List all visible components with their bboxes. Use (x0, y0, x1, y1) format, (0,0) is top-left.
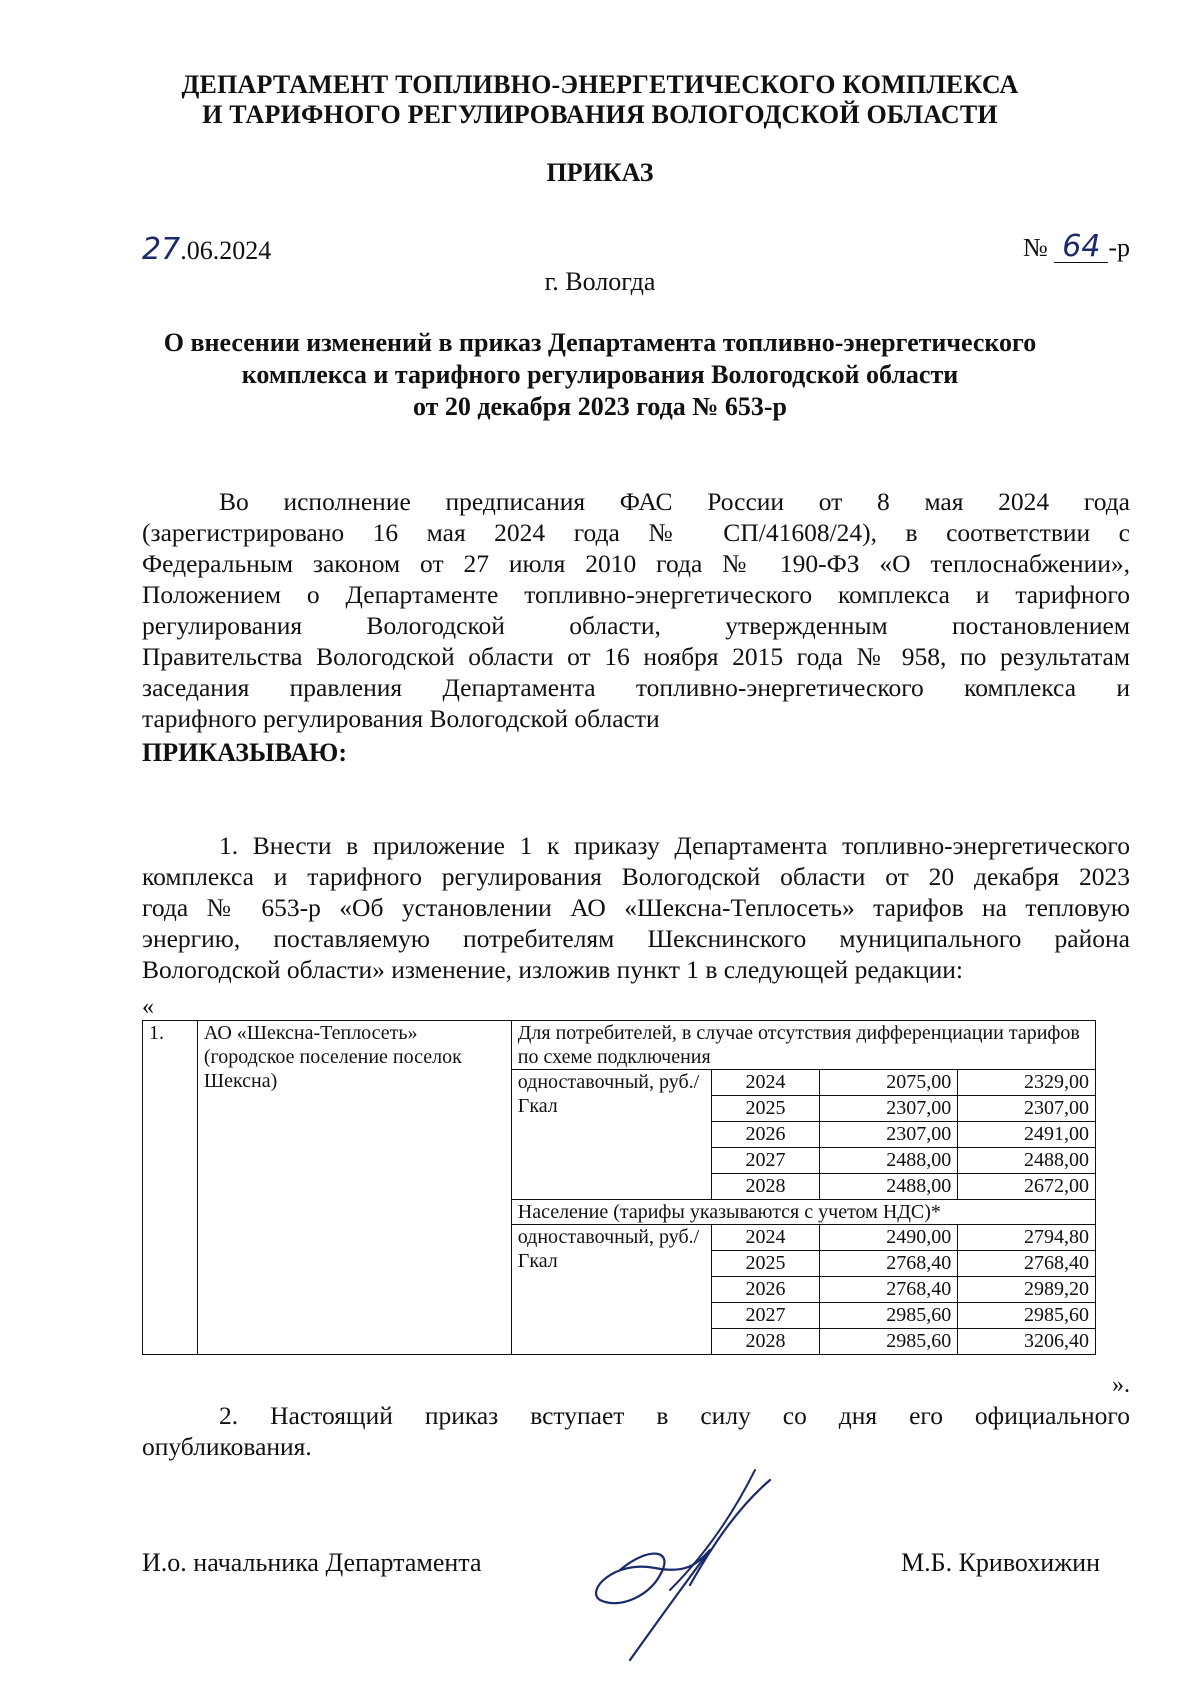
table-cell-value1: 2490,00 (820, 1225, 958, 1251)
table-cell-value1: 2768,40 (820, 1277, 958, 1303)
item1-line: Вологодской области» изменение, изложив пункт 1 в следующей редакции: (142, 955, 964, 984)
number-prefix: № (1023, 233, 1048, 262)
preamble-line: Правительства Вологодской области от 16 ноября 2015 года № 958, по результатам (142, 642, 1130, 671)
number-handwritten: 64 (1054, 232, 1108, 263)
number-suffix: -р (1108, 233, 1130, 262)
table-cell-value1: 2075,00 (820, 1070, 958, 1096)
preamble-line: (зарегистрировано 16 мая 2024 года № СП/41608/24), в соответствии с (142, 518, 1130, 547)
table-cell-year: 2026 (711, 1122, 820, 1148)
table-cell-value2: 2329,00 (958, 1070, 1096, 1096)
preamble-line: заседания правления Департамента топливно-энергетического комплекса и (142, 673, 1130, 702)
quote-close: ». (1112, 1372, 1130, 1398)
table-cell-value1: 2307,00 (820, 1096, 958, 1122)
table-cell-value2: 2672,00 (958, 1174, 1096, 1200)
table-section1-type: одноставочный, руб./Гкал (511, 1070, 711, 1200)
preamble-line: Положением о Департаменте топливно-энергетического комплекса и тарифного (142, 580, 1130, 609)
item1-line: 1. Внести в приложение 1 к приказу Департамента топливно-энергетического (219, 831, 1130, 860)
table-cell-value2: 2307,00 (958, 1096, 1096, 1122)
table-cell-year: 2026 (711, 1277, 820, 1303)
subject-line1: О внесении изменений в приказ Департамента топливно-энергетического (163, 328, 1037, 357)
tariff-table (142, 1020, 1096, 1355)
table-cell-value1: 2488,00 (820, 1148, 958, 1174)
table-cell-value1: 2985,60 (820, 1329, 958, 1355)
table-section1-title: Для потребителей, в случае отсутствия дифференциации тарифов по схеме подключения (511, 1021, 1095, 1070)
preamble-paragraph (142, 486, 1130, 734)
subject-line2: комплекса и тарифного регулирования Вологодской области (241, 360, 959, 389)
table-cell-value2: 2989,20 (958, 1277, 1096, 1303)
table-cell-year: 2025 (711, 1251, 820, 1277)
table-cell-year: 2027 (711, 1303, 820, 1329)
preamble-line: Во исполнение предписания ФАС России от 8 мая 2024 года (219, 487, 1130, 516)
table-cell-year: 2028 (711, 1329, 820, 1355)
signatory-position: И.о. начальника Департамента (142, 1548, 482, 1577)
signatory-name: М.Б. Кривохижин (901, 1548, 1100, 1577)
table-cell-value2: 2794,80 (958, 1225, 1096, 1251)
table-cell-value1: 2307,00 (820, 1122, 958, 1148)
preamble-line: регулирования Вологодской области, утвержденным постановлением (142, 611, 1130, 640)
department-name-line1: ДЕПАРТАМЕНТ ТОПЛИВНО-ЭНЕРГЕТИЧЕСКОГО КОМПЛЕКСА (181, 70, 1019, 99)
table-cell-year: 2024 (711, 1225, 820, 1251)
preamble-line: тарифного регулирования Вологодской области (142, 704, 660, 733)
table-section2-type: одноставочный, руб./Гкал (511, 1225, 711, 1355)
table-cell-year: 2027 (711, 1148, 820, 1174)
item1-line: энергию, поставляемую потребителям Шекснинского муниципального района (142, 924, 1130, 953)
table-section2-title: Население (тарифы указываются с учетом НДС)* (511, 1200, 1095, 1225)
department-name-line2: И ТАРИФНОГО РЕГУЛИРОВАНИЯ ВОЛОГОДСКОЙ ОБЛАСТИ (202, 100, 998, 129)
order-word: ПРИКАЗЫВАЮ: (142, 738, 347, 767)
table-cell-value2: 2491,00 (958, 1122, 1096, 1148)
item1-line: комплекса и тарифного регулирования Вологодской области от 20 декабря 2023 (142, 862, 1130, 891)
item1-paragraph (142, 830, 1130, 985)
table-cell-year: 2025 (711, 1096, 820, 1122)
preamble-line: Федеральным законом от 27 июля 2010 года № 190-ФЗ «О теплоснабжении», (142, 549, 1130, 578)
table-cell-value2: 2488,00 (958, 1148, 1096, 1174)
date-handwritten-day: 27 (142, 232, 181, 267)
table-cell-value2: 2985,60 (958, 1303, 1096, 1329)
table-cell-year: 2028 (711, 1174, 820, 1200)
document-type-title: ПРИКАЗ (546, 158, 654, 187)
order-number (1023, 229, 1130, 264)
handwritten-signature (560, 1450, 780, 1670)
quote-open: « (142, 994, 154, 1020)
city: г. Вологда (544, 267, 656, 296)
table-cell-value2: 2768,40 (958, 1251, 1096, 1277)
table-organization: АО «Шексна-Теплосеть» (городское поселение поселок Шексна) (197, 1021, 511, 1355)
table-cell-value1: 2985,60 (820, 1303, 958, 1329)
item1-line: года № 653-р «Об установлении АО «Шексна-Теплосеть» тарифов на тепловую (142, 893, 1130, 922)
table-cell-value1: 2488,00 (820, 1174, 958, 1200)
table-cell-value1: 2768,40 (820, 1251, 958, 1277)
table-row-number: 1. (143, 1021, 198, 1355)
order-date (142, 232, 271, 267)
date-printed: .06.2024 (180, 236, 272, 265)
table-cell-year: 2024 (711, 1070, 820, 1096)
subject-line3: от 20 декабря 2023 года № 653-р (412, 392, 788, 421)
item2-line: опубликования. (142, 1432, 312, 1461)
table-cell-value2: 3206,40 (958, 1329, 1096, 1355)
item2-line: 2. Настоящий приказ вступает в силу со дня его официального (219, 1401, 1130, 1430)
